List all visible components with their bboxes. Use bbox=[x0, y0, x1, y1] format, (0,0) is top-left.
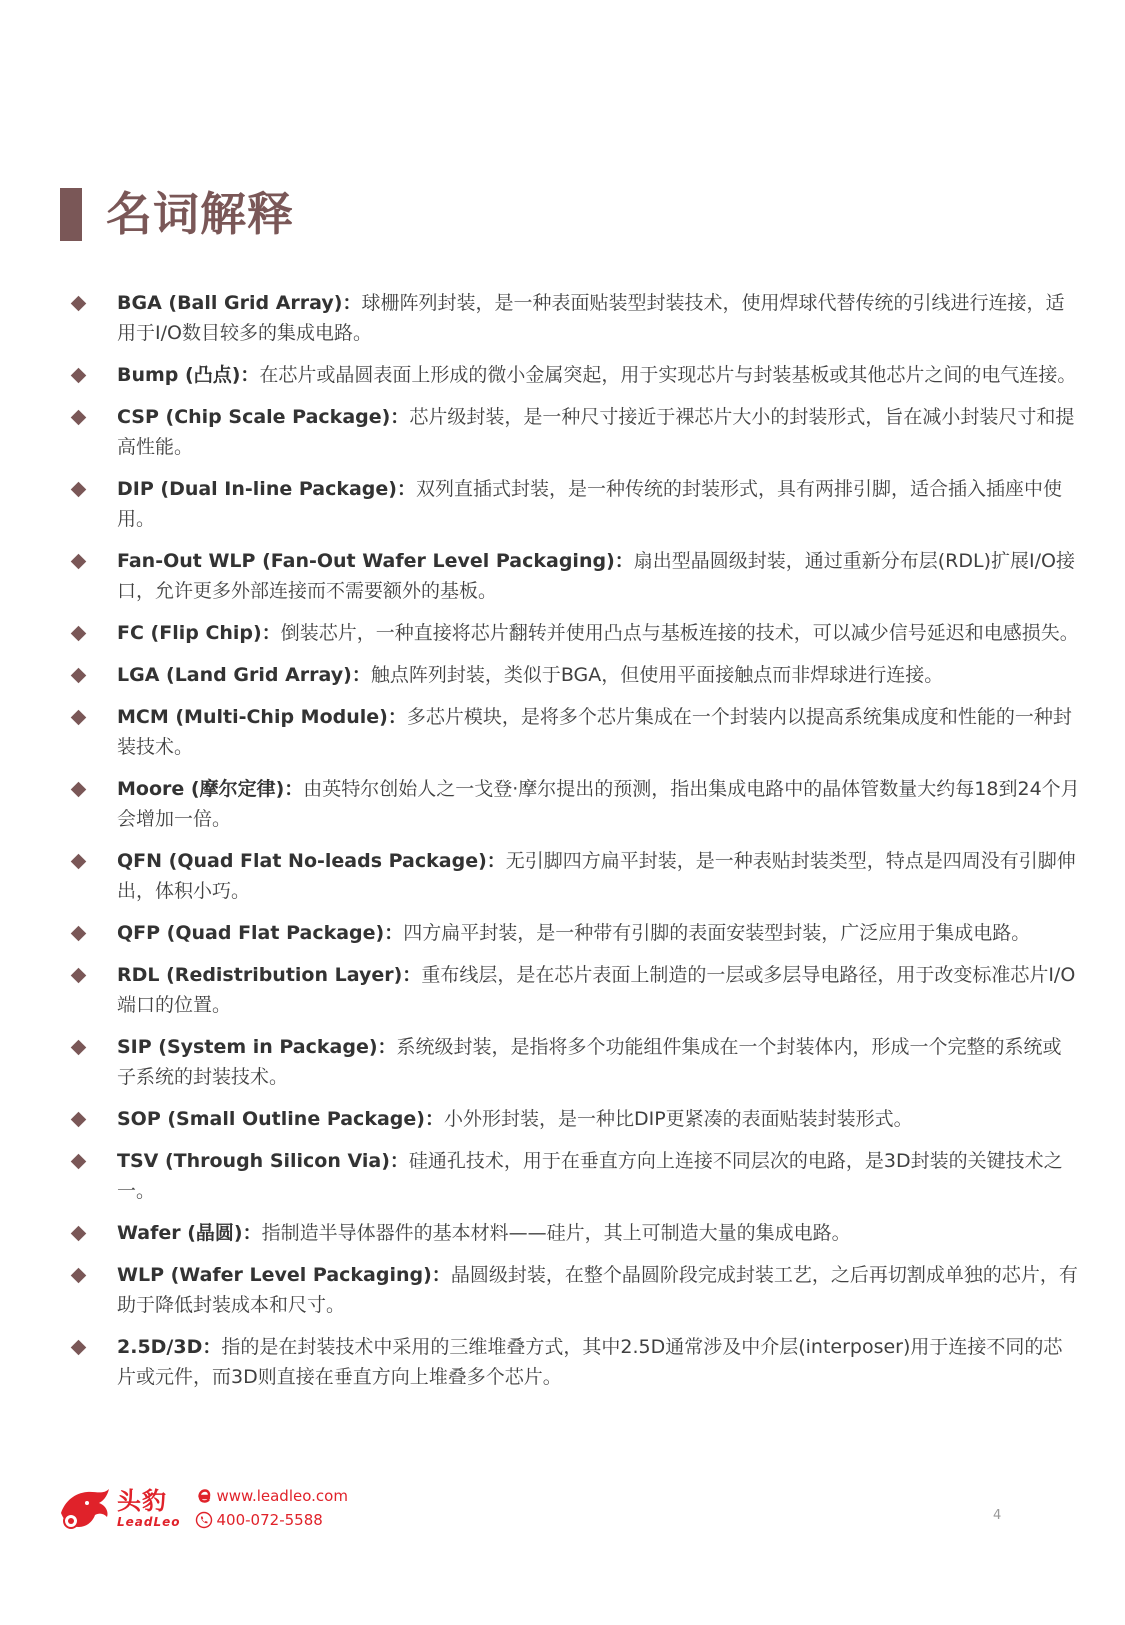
glossary-definition: 在芯片或晶圆表面上形成的微小金属突起，用于实现芯片与封装基板或其他芯片之间的电气连接。 bbox=[259, 364, 1077, 386]
glossary-definition: 硅通孔技术，用于在垂直方向上连接不同层次的电路，是3D封装的关键技术之一。 bbox=[117, 1150, 1063, 1202]
glossary-entry-lga bbox=[70, 660, 1080, 690]
diamond-bullet-icon bbox=[71, 1226, 87, 1242]
glossary-entry-mcm bbox=[70, 702, 1080, 762]
glossary-term: MCM (Multi-Chip Module)： bbox=[117, 706, 407, 728]
diamond-bullet-icon bbox=[71, 710, 87, 726]
glossary-definition: 多芯片模块，是将多个芯片集成在一个封装内以提高系统集成度和性能的一种封装技术。 bbox=[117, 706, 1072, 758]
glossary-entry-sop bbox=[70, 1104, 1080, 1134]
glossary-term: SOP (Small Outline Package)： bbox=[117, 1108, 444, 1130]
diamond-bullet-icon bbox=[71, 926, 87, 942]
title-accent-bar bbox=[60, 188, 82, 241]
brand-name bbox=[117, 1487, 181, 1529]
brand-name-en: LeadLeo bbox=[117, 1515, 181, 1529]
glossary-entry-rdl bbox=[70, 960, 1080, 1020]
page-number: 4 bbox=[993, 1508, 1002, 1523]
glossary-term: SIP (System in Package)： bbox=[117, 1036, 397, 1058]
glossary-definition: 扇出型晶圆级封装，通过重新分布层(RDL)扩展I/O接口，允许更多外部连接而不需要额外的基板。 bbox=[117, 550, 1075, 602]
diamond-bullet-icon bbox=[71, 410, 87, 426]
e-icon bbox=[195, 1487, 213, 1505]
glossary-definition: 球栅阵列封装，是一种表面贴装型封装技术，使用焊球代替传统的引线进行连接，适用于I/O数目较多的集成电路。 bbox=[117, 292, 1065, 344]
glossary-entry-wlp bbox=[70, 1260, 1080, 1320]
diamond-bullet-icon bbox=[71, 668, 87, 684]
glossary-list bbox=[70, 288, 1080, 1404]
glossary-definition: 触点阵列封装，类似于BGA，但使用平面接触点而非焊球进行连接。 bbox=[370, 664, 944, 686]
glossary-term: Wafer (晶圆)： bbox=[117, 1222, 262, 1244]
glossary-entry-bga bbox=[70, 288, 1080, 348]
phone-row bbox=[195, 1508, 348, 1532]
glossary-entry-sip bbox=[70, 1032, 1080, 1092]
glossary-entry-dip bbox=[70, 474, 1080, 534]
phone-icon bbox=[195, 1511, 213, 1529]
diamond-bullet-icon bbox=[71, 368, 87, 384]
leopard-logo-icon bbox=[57, 1483, 113, 1533]
glossary-definition: 倒装芯片，一种直接将芯片翻转并使用凸点与基板连接的技术，可以减少信号延迟和电感损失。 bbox=[280, 622, 1079, 644]
glossary-entry-qfp bbox=[70, 918, 1080, 948]
glossary-definition: 芯片级封装，是一种尺寸接近于裸芯片大小的封装形式，旨在减小封装尺寸和提高性能。 bbox=[117, 406, 1075, 458]
glossary-term: QFP (Quad Flat Package)： bbox=[117, 922, 404, 944]
contact-info bbox=[195, 1484, 348, 1532]
glossary-term: CSP (Chip Scale Package)： bbox=[117, 406, 410, 428]
glossary-definition: 重布线层，是在芯片表面上制造的一层或多层导电路径，用于改变标准芯片I/O端口的位置。 bbox=[117, 964, 1076, 1016]
glossary-definition: 无引脚四方扁平封装，是一种表贴封装类型，特点是四周没有引脚伸出，体积小巧。 bbox=[117, 850, 1076, 902]
diamond-bullet-icon bbox=[71, 854, 87, 870]
glossary-definition: 指的是在封装技术中采用的三维堆叠方式，其中2.5D通常涉及中介层(interposer)用于连接不同的芯片或元件，而3D则直接在垂直方向上堆叠多个芯片。 bbox=[117, 1336, 1063, 1388]
section-title-block bbox=[60, 186, 294, 242]
diamond-bullet-icon bbox=[71, 1268, 87, 1284]
glossary-term: 2.5D/3D： bbox=[117, 1336, 222, 1358]
glossary-definition: 由英特尔创始人之一戈登·摩尔提出的预测，指出集成电路中的晶体管数量大约每18到24个月会增加一倍。 bbox=[117, 778, 1080, 830]
diamond-bullet-icon bbox=[71, 1154, 87, 1170]
glossary-definition: 四方扁平封装，是一种带有引脚的表面安装型封装，广泛应用于集成电路。 bbox=[403, 922, 1031, 944]
glossary-definition: 小外形封装，是一种比DIP更紧凑的表面贴装封装形式。 bbox=[443, 1108, 913, 1130]
glossary-entry-fc bbox=[70, 618, 1080, 648]
glossary-entry-fan-out-wlp bbox=[70, 546, 1080, 606]
glossary-entry-tsv bbox=[70, 1146, 1080, 1206]
glossary-term: Moore (摩尔定律)： bbox=[117, 778, 304, 800]
brand-name-cn: 头豹 bbox=[117, 1487, 167, 1515]
glossary-term: RDL (Redistribution Layer)： bbox=[117, 964, 422, 986]
glossary-definition: 指制造半导体器件的基本材料——硅片，其上可制造大量的集成电路。 bbox=[261, 1222, 851, 1244]
diamond-bullet-icon bbox=[71, 782, 87, 798]
website-link[interactable]: www.leadleo.com bbox=[216, 1487, 348, 1505]
glossary-term: Bump (凸点)： bbox=[117, 364, 260, 386]
glossary-entry-wafer bbox=[70, 1218, 1080, 1248]
glossary-term: DIP (Dual In-line Package)： bbox=[117, 478, 416, 500]
website-row bbox=[195, 1484, 348, 1508]
glossary-entry-bump bbox=[70, 360, 1080, 390]
glossary-entry-csp bbox=[70, 402, 1080, 462]
glossary-term: BGA (Ball Grid Array)： bbox=[117, 292, 362, 314]
glossary-definition: 双列直插式封装，是一种传统的封装形式，具有两排引脚，适合插入插座中使用。 bbox=[117, 478, 1062, 530]
glossary-term: Fan-Out WLP (Fan-Out Wafer Level Packaging)： bbox=[117, 550, 634, 572]
glossary-term: FC (Flip Chip)： bbox=[117, 622, 281, 644]
page-title: 名词解释 bbox=[106, 187, 294, 241]
glossary-definition: 晶圆级封装，在整个晶圆阶段完成封装工艺，之后再切割成单独的芯片，有助于降低封装成本和尺寸。 bbox=[117, 1264, 1078, 1316]
diamond-bullet-icon bbox=[71, 626, 87, 642]
glossary-definition: 系统级封装，是指将多个功能组件集成在一个封装体内，形成一个完整的系统或子系统的封装技术。 bbox=[117, 1036, 1062, 1088]
footer-brand bbox=[57, 1477, 348, 1539]
glossary-entry-qfn bbox=[70, 846, 1080, 906]
diamond-bullet-icon bbox=[71, 554, 87, 570]
glossary-term: QFN (Quad Flat No-leads Package)： bbox=[117, 850, 506, 872]
diamond-bullet-icon bbox=[71, 296, 87, 312]
diamond-bullet-icon bbox=[71, 1112, 87, 1128]
glossary-term: TSV (Through Silicon Via)： bbox=[117, 1150, 409, 1172]
glossary-term: WLP (Wafer Level Packaging)： bbox=[117, 1264, 451, 1286]
diamond-bullet-icon bbox=[71, 968, 87, 984]
glossary-term: LGA (Land Grid Array)： bbox=[117, 664, 371, 686]
diamond-bullet-icon bbox=[71, 1040, 87, 1056]
glossary-entry-moore bbox=[70, 774, 1080, 834]
diamond-bullet-icon bbox=[71, 482, 87, 498]
glossary-entry-2-5d-3d bbox=[70, 1332, 1080, 1392]
phone-number[interactable]: 400-072-5588 bbox=[216, 1511, 323, 1529]
diamond-bullet-icon bbox=[71, 1340, 87, 1356]
